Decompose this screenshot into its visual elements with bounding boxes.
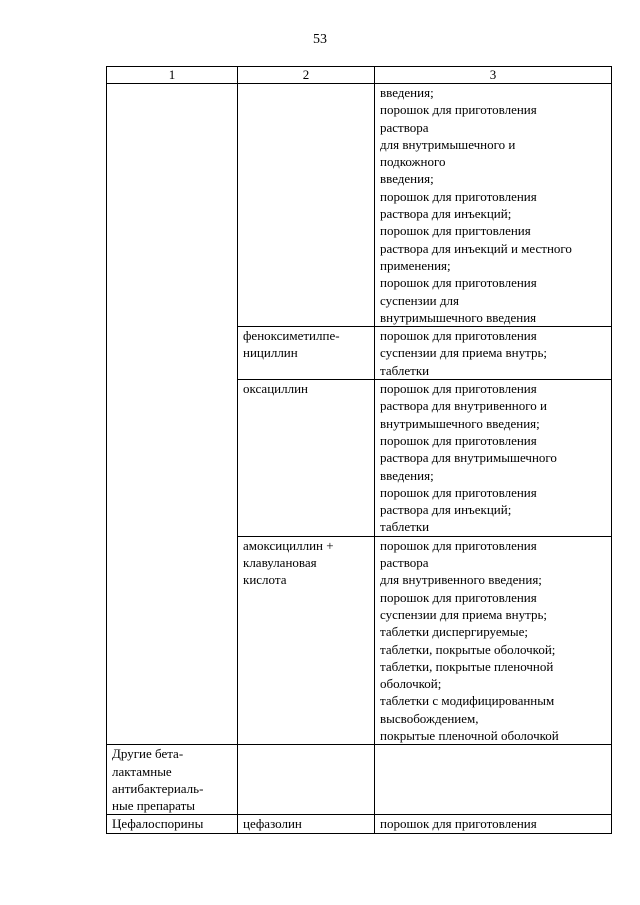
drug-name-line: клавулановая <box>243 555 317 571</box>
form-line: раствора для инъекций; <box>380 502 512 518</box>
forms-cell <box>375 815 612 833</box>
form-line: суспензии для <box>380 292 459 308</box>
form-line: подкожного <box>380 154 446 170</box>
form-line: таблетки, покрытые оболочкой; <box>380 641 556 657</box>
forms-cell <box>375 380 612 537</box>
drug-cell <box>238 536 375 745</box>
group-name-line: Другие бета- <box>112 746 184 762</box>
group-cell <box>107 815 238 833</box>
form-line: порошок для приготовления <box>380 484 537 500</box>
forms-cell <box>375 536 612 745</box>
form-line: порошок для приготовления <box>380 102 537 118</box>
group-cell-penicillins <box>107 84 238 745</box>
form-line: раствора для внутримышечного <box>380 450 557 466</box>
form-line: применения; <box>380 257 451 273</box>
form-line: для внутримышечного и <box>380 136 516 152</box>
page-number: 53 <box>313 32 327 47</box>
forms-cell <box>375 84 612 327</box>
form-line: порошок для приготовления <box>380 816 537 832</box>
form-line: раствора для инъекций; <box>380 206 512 222</box>
form-line: таблетки диспергируемые; <box>380 624 528 640</box>
drug-name-line: оксациллин <box>243 381 308 397</box>
group-name-line: ные препараты <box>112 798 196 814</box>
form-line: раствора для инъекций и местного <box>380 240 572 256</box>
table-row <box>107 84 612 327</box>
drug-cell <box>238 815 375 833</box>
form-line: порошок для приготовления <box>380 589 537 605</box>
drug-name-line: кислота <box>243 572 287 588</box>
form-line: таблетки <box>380 519 430 535</box>
form-line: порошок для приготовления <box>380 381 537 397</box>
form-line: таблетки с модифицированным <box>380 693 555 709</box>
form-line: раствора <box>380 119 429 135</box>
group-name-line: лактамные <box>112 763 172 779</box>
table-row <box>107 815 612 833</box>
form-line: порошок для приготовления <box>380 432 537 448</box>
column-header-1: 1 <box>107 67 238 84</box>
form-line: суспензии для приема внутрь; <box>380 606 548 622</box>
form-line: оболочкой; <box>380 676 442 692</box>
column-header-2: 2 <box>238 67 375 84</box>
drug-name-line: нициллин <box>243 345 298 361</box>
drug-name-line: феноксиметилпе- <box>243 328 340 344</box>
form-line: внутримышечного введения <box>380 309 537 325</box>
group-name-line: Цефалоспорины <box>112 816 204 832</box>
form-line: раствора для внутривенного и <box>380 398 547 414</box>
drug-cell <box>238 745 375 815</box>
table-header-row <box>107 67 612 84</box>
drug-forms-table <box>106 66 612 834</box>
column-header-3: 3 <box>375 67 612 84</box>
drug-cell <box>238 84 375 327</box>
form-line: покрытые пленочной оболочкой <box>380 727 559 743</box>
form-line: для внутривенного введения; <box>380 572 542 588</box>
forms-cell <box>375 745 612 815</box>
form-line: таблетки, покрытые пленочной <box>380 658 554 674</box>
drug-name-line: цефазолин <box>243 816 302 832</box>
form-line: порошок для приготовления <box>380 275 537 291</box>
form-line: введения; <box>380 85 434 100</box>
form-line: внутримышечного введения; <box>380 415 540 431</box>
form-line: порошок для пригтовления <box>380 223 531 239</box>
form-line: высвобождением, <box>380 710 479 726</box>
group-name-line: антибактериаль- <box>112 780 204 796</box>
drug-name-line: амоксициллин + <box>243 537 334 553</box>
group-cell <box>107 745 238 815</box>
form-line: введения; <box>380 171 434 187</box>
form-line: суспензии для приема внутрь; <box>380 345 548 361</box>
drug-cell <box>238 327 375 380</box>
form-line: введения; <box>380 467 434 483</box>
forms-cell <box>375 327 612 380</box>
form-line: таблетки <box>380 362 430 378</box>
drug-cell <box>238 380 375 537</box>
form-line: порошок для приготовления <box>380 188 537 204</box>
form-line: раствора <box>380 555 429 571</box>
form-line: порошок для приготовления <box>380 328 537 344</box>
form-line: порошок для приготовления <box>380 537 537 553</box>
table-row <box>107 745 612 815</box>
